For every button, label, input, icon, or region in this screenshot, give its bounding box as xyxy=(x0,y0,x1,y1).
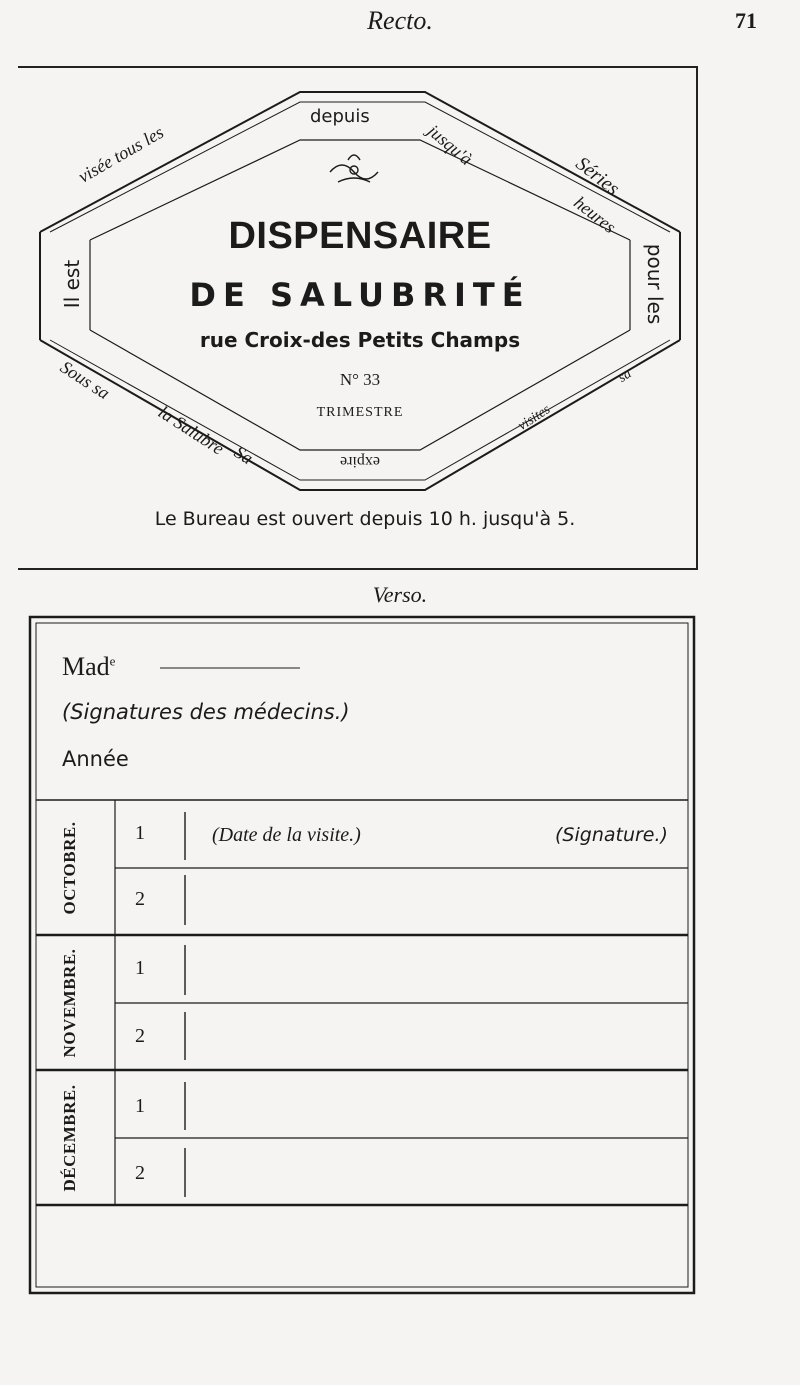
recto-diag-bottom-left-2: la Salubre xyxy=(154,401,228,459)
row-number: 2 xyxy=(135,1025,145,1047)
recto-diag-top-right-2: Séries xyxy=(571,152,624,200)
recto-diag-bottom-left: Sous sa xyxy=(56,356,114,404)
row-number: 2 xyxy=(135,1162,145,1184)
recto-diag-bottom-right: visites xyxy=(515,402,554,434)
verso-signatures-note: (Signatures des médecins.) xyxy=(62,700,350,724)
recto-depuis: depuis xyxy=(310,106,370,127)
verso-mad-text: Mad xyxy=(62,652,110,681)
recto-diag-bottom-left-3: Sa xyxy=(230,441,257,469)
recto-diag-top-right: jusqu'à xyxy=(423,120,477,170)
recto-diag-bottom-right-2: sa xyxy=(615,366,635,386)
page-header-title: Recto. xyxy=(367,6,433,35)
month-label-november: NOVEMBRE. xyxy=(60,948,79,1058)
recto-subtitle: DE SALUBRITÉ xyxy=(189,276,531,314)
recto-number: N° 33 xyxy=(339,370,381,389)
verso-annee: Année xyxy=(62,747,129,771)
date-column-label: (Date de la visite.) xyxy=(212,824,361,846)
month-label-october: OCTOBRE. xyxy=(60,821,79,915)
recto-right-edge: pour les xyxy=(643,243,667,325)
page-number: 71 xyxy=(735,8,757,33)
recto-expire: expire xyxy=(340,453,380,470)
recto-left-edge: Il est xyxy=(60,259,84,309)
row-number: 1 xyxy=(135,1095,145,1117)
month-label-december: DÉCEMBRE. xyxy=(60,1084,79,1192)
row-number: 1 xyxy=(135,957,145,979)
signature-column-label: (Signature.) xyxy=(555,824,668,846)
recto-diag-top-right-3: heures xyxy=(570,192,620,238)
recto-address: rue Croix-des Petits Champs xyxy=(199,328,521,352)
row-number: 1 xyxy=(135,822,145,844)
recto-title: DISPENSAIRE xyxy=(228,215,492,257)
verso-mad xyxy=(62,652,115,682)
row-number: 2 xyxy=(135,888,145,910)
verso-mad-sup: e xyxy=(109,653,116,669)
verso-title: Verso. xyxy=(372,582,428,607)
recto-diag-top-left: visée tous les xyxy=(74,121,168,187)
recto-footer: Le Bureau est ouvert depuis 10 h. jusqu'à 5. xyxy=(154,508,576,530)
recto-trimestre: TRIMESTRE xyxy=(316,405,404,420)
